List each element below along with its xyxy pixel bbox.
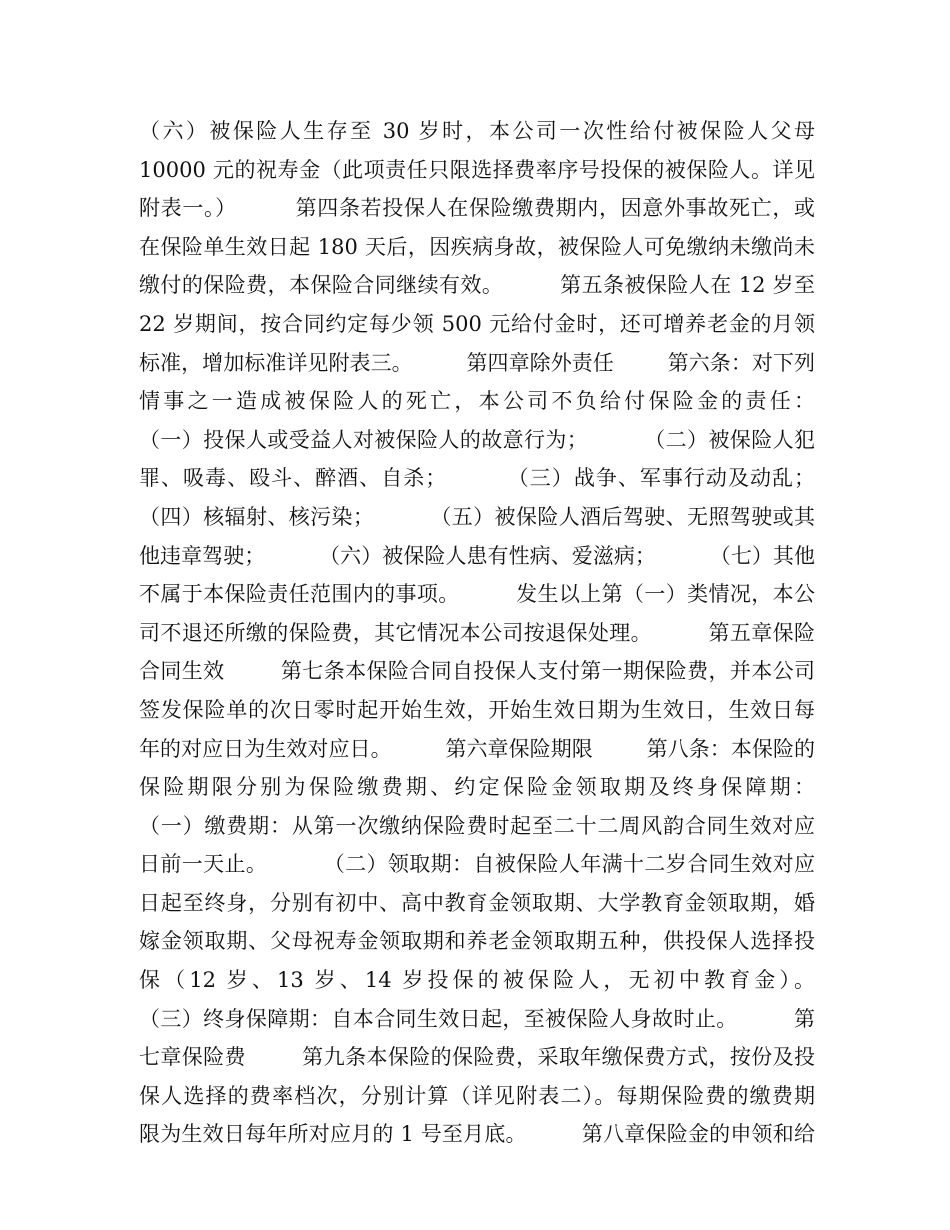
text-line-18: 保险期限分别为保险缴费期、约定保险金领取期及终身保障期：: [139, 775, 815, 800]
text-line-4: 在保险单生效日起 180 天后，因疾病身故，被保险人可免缴纳未缴尚未: [139, 234, 815, 259]
text-line-1: （六）被保险人生存至 30 岁时，本公司一次性给付被保险人父母: [139, 119, 815, 143]
text-line-9: （一）投保人或受益人对被保险人的故意行为； （二）被保险人犯: [139, 427, 815, 452]
text-line-19: （一）缴费期：从第一次缴纳保险费时起至二十二周风韵合同生效对应: [139, 813, 815, 838]
text-line-23: 保（12 岁、13 岁、14 岁投保的被保险人，无初中教育金）。: [139, 968, 815, 993]
text-line-2: 10000 元的祝寿金（此项责任只限选择费率序号投保的被保险人。详见: [139, 157, 815, 182]
text-line-17: 年的对应日为生效对应日。 第六章保险期限 第八条：本保险的: [139, 736, 815, 761]
text-line-27: 限为生效日每年所对应月的 1 号至月底。 第八章保险金的申领和给: [139, 1122, 815, 1147]
document-body: [139, 112, 815, 1154]
text-line-24: （三）终身保障期：自本合同生效日起，至被保险人身故时止。 第: [139, 1006, 815, 1031]
text-line-3: 附表一。） 第四条若投保人在保险缴费期内，因意外事故死亡，或: [139, 196, 815, 221]
text-line-25: 七章保险费 第九条本保险的保险费，采取年缴保费方式，按份及投: [139, 1045, 815, 1070]
text-line-7: 标准，增加标准详见附表三。 第四章除外责任 第六条：对下列: [139, 350, 815, 375]
text-line-12: 他违章驾驶； （六）被保险人患有性病、爱滋病； （七）其他: [139, 543, 815, 568]
text-line-15: 合同生效 第七条本保险合同自投保人支付第一期保险费，并本公司: [139, 659, 815, 684]
text-line-5: 缴付的保险费，本保险合同继续有效。 第五条被保险人在 12 岁至: [139, 273, 815, 298]
text-line-8: 情事之一造成被保险人的死亡，本公司不负给付保险金的责任：: [139, 389, 815, 414]
text-line-16: 签发保险单的次日零时起开始生效，开始生效日期为生效日，生效日每: [139, 697, 815, 722]
text-line-13: 不属于本保险责任范围内的事项。 发生以上第（一）类情况，本公: [139, 582, 815, 607]
text-line-14: 司不退还所缴的保险费，其它情况本公司按退保处理。 第五章保险: [139, 620, 815, 645]
text-line-10: 罪、吸毒、殴斗、醉酒、自杀； （三）战争、军事行动及动乱；: [139, 466, 815, 491]
text-line-21: 日起至终身，分别有初中、高中教育金领取期、大学教育金领取期，婚: [139, 890, 815, 915]
text-line-22: 嫁金领取期、父母祝寿金领取期和养老金领取期五种，供投保人选择投: [139, 929, 815, 954]
text-line-11: （四）核辐射、核污染； （五）被保险人酒后驾驶、无照驾驶或其: [139, 504, 815, 529]
text-line-6: 22 岁期间，按合同约定每少领 500 元给付金时，还可增养老金的月领: [139, 311, 815, 336]
text-line-26: 保人选择的费率档次，分别计算（详见附表二）。每期保险费的缴费期: [139, 1083, 815, 1108]
text-line-20: 日前一天止。 （二）领取期：自被保险人年满十二岁合同生效对应: [139, 852, 815, 877]
